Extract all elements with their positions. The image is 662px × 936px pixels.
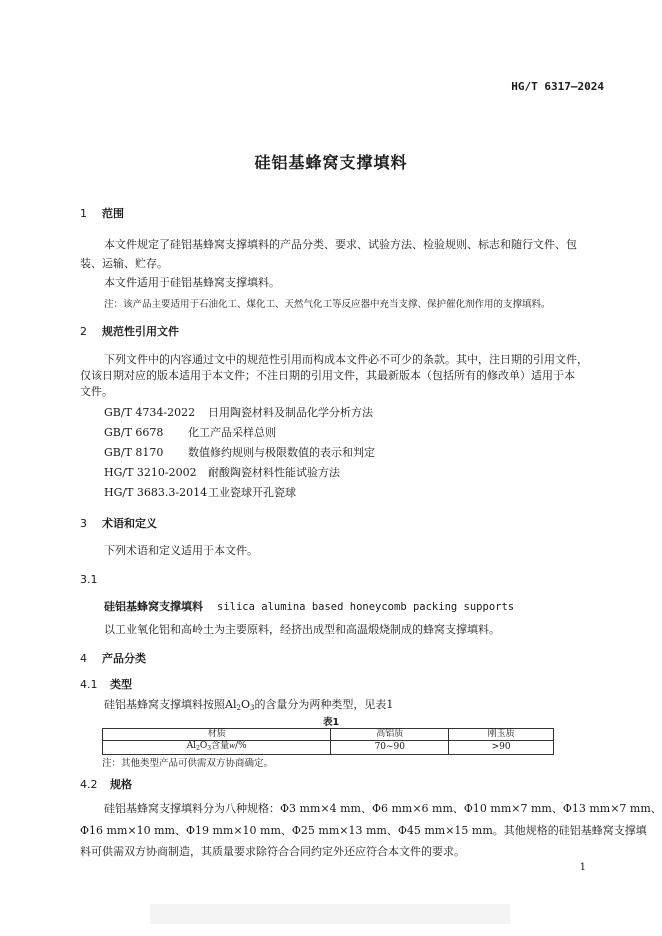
subsection-title: 类型 <box>110 678 132 691</box>
term-name-cn: 硅铝基蜂窝支撑填料 <box>104 600 203 613</box>
normative-ref-1 <box>104 404 373 421</box>
document-title: 硅铝基蜂窝支撑填料 <box>254 153 408 172</box>
standard-number: HG/T 6317—2024 <box>511 80 604 93</box>
ref-code: GB/T 4734-2022 <box>104 406 196 419</box>
label-text: Al <box>186 741 197 751</box>
ref-code: HG/T 3683.3-2014 <box>104 486 208 499</box>
table-header-row <box>103 729 554 741</box>
table-note: 注：其他类型产品可供需双方协商确定。 <box>102 758 274 769</box>
label-text: 含量 <box>211 741 230 751</box>
page-number: 1 <box>579 862 586 873</box>
normative-ref-3 <box>104 444 375 461</box>
para-text: 的含量分为两种类型，见表1 <box>254 698 394 711</box>
section-number: 3 <box>80 517 87 530</box>
type-table <box>102 728 554 755</box>
section-2-para-line-3: 文件。 <box>80 385 113 398</box>
label-text: /% <box>235 741 247 751</box>
subsection-4-1-heading <box>80 676 132 692</box>
subsection-title: 规格 <box>110 778 132 791</box>
table-header-cell: 材质 <box>103 729 331 741</box>
ref-title: 工业瓷球开孔瓷球 <box>208 486 296 499</box>
normative-ref-5 <box>104 484 296 501</box>
ref-title: 日用陶瓷材料及制品化学分析方法 <box>208 406 373 419</box>
subsection-number: 4.2 <box>80 778 98 791</box>
para-text: O <box>240 698 250 711</box>
subsection-4-2-line-1: 硅铝基蜂窝支撑填料分为八种规格：Φ3 mm×4 mm、Φ6 mm×6 mm、Φ10 mm×7 mm、Φ13 mm×7 mm、 <box>104 802 662 815</box>
term-number: 3.1 <box>80 573 98 586</box>
section-1-note: 注：该产品主要适用于石油化工、煤化工、天然气化工等反应器中充当支撑、保护催化剂作用的支撑填料。 <box>104 299 551 310</box>
footer-watermark-bar <box>150 904 510 924</box>
section-2-para-line-1: 下列文件中的内容通过文中的规范性引用而构成本文件必不可少的条款。其中，注日期的引用文件， <box>104 353 588 366</box>
subsection-4-2-line-3: 料可供需双方协商制造，其质量要求除符合合同约定外还应符合本文件的要求。 <box>80 845 465 858</box>
ref-title: 化工产品采样总则 <box>188 426 276 439</box>
section-title: 规范性引用文件 <box>102 325 179 338</box>
section-3-heading <box>80 515 157 531</box>
subsection-4-2-heading <box>80 776 132 792</box>
para-text: 硅铝基蜂窝支撑填料按照Al <box>104 698 237 711</box>
table-cell: >90 <box>449 741 554 755</box>
subsection-4-2-line-2: Φ16 mm×10 mm、Φ19 mm×10 mm、Φ25 mm×13 mm、Φ45 mm×15 mm。其他规格的硅铝基蜂窝支撑填 <box>80 824 647 837</box>
subscript: 3 <box>249 704 255 712</box>
section-3-para: 下列术语和定义适用于本文件。 <box>104 544 258 557</box>
section-1-para-1-line-2: 装、运输、贮存。 <box>80 257 168 270</box>
ref-code: GB/T 8170 <box>104 446 164 459</box>
section-4-heading <box>80 650 146 666</box>
subscript: 3 <box>207 745 212 752</box>
unit-symbol: w <box>229 742 236 750</box>
label-text: O <box>199 741 208 751</box>
table-title: 表1 <box>322 717 340 728</box>
table-header-cell: 高铝质 <box>331 729 449 741</box>
ref-code: GB/T 6678 <box>104 426 164 439</box>
section-1-heading <box>80 205 124 221</box>
section-2-heading <box>80 323 179 339</box>
normative-ref-2 <box>104 424 276 441</box>
term-entry <box>104 598 514 614</box>
term-name-en: silica alumina based honeycomb packing supports <box>217 601 515 613</box>
ref-code: HG/T 3210-2002 <box>104 466 197 479</box>
table-row <box>103 741 554 755</box>
subscript: 2 <box>196 745 200 752</box>
section-number: 1 <box>80 207 87 220</box>
ref-title: 耐酸陶瓷材料性能试验方法 <box>208 466 340 479</box>
section-title: 产品分类 <box>102 652 146 665</box>
section-title: 范围 <box>102 207 124 220</box>
section-number: 4 <box>80 652 87 665</box>
section-2-para-line-2: 仅该日期对应的版本适用于本文件；不注日期的引用文件，其最新版本（包括所有的修改单）适用于本 <box>80 369 575 382</box>
subscript: 2 <box>236 704 241 712</box>
term-definition: 以工业氧化铝和高岭土为主要原料，经挤出成型和高温煅烧制成的蜂窝支撑填料。 <box>104 623 500 636</box>
table-cell: 70~90 <box>331 741 449 755</box>
section-number: 2 <box>80 325 87 338</box>
section-1-para-2: 本文件适用于硅铝基蜂窝支撑填料。 <box>104 276 280 289</box>
section-title: 术语和定义 <box>102 517 157 530</box>
table-row-label <box>103 741 331 755</box>
subsection-number: 4.1 <box>80 678 98 691</box>
section-1-para-1-line-1: 本文件规定了硅铝基蜂窝支撑填料的产品分类、要求、试验方法、检验规则、标志和随行文件、包 <box>104 238 577 251</box>
normative-ref-4 <box>104 464 340 481</box>
table-header-cell: 刚玉质 <box>449 729 554 741</box>
ref-title: 数值修约规则与极限数值的表示和判定 <box>188 446 375 459</box>
